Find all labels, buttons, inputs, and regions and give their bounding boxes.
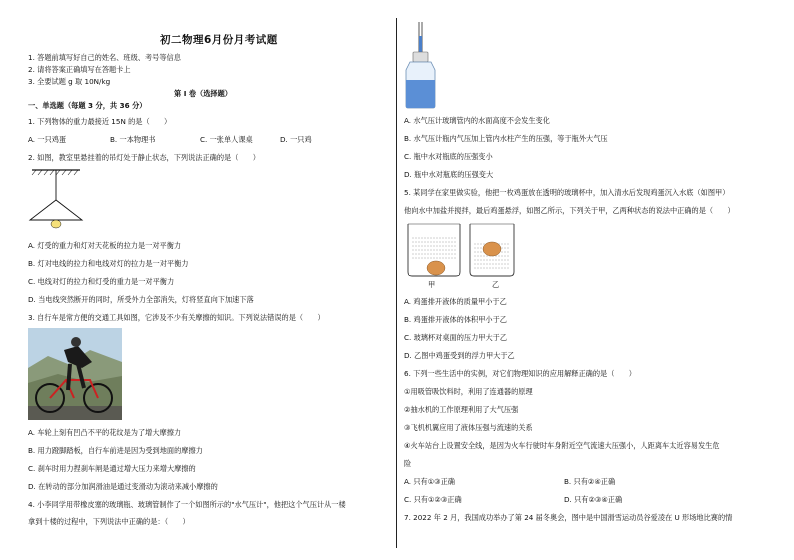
- q6-item-1: ①用吸管吸饮料时，利用了连通器的原理: [404, 387, 533, 396]
- q3-stem: 3. 自行车是常方便的交通工具如图，它涉及不少有关摩擦的知识。下列说法错误的是（ ）: [28, 313, 325, 322]
- q1-option-d: D. 一只鸡: [280, 135, 312, 144]
- part-title: 一、单选题（每题 3 分，共 36 分）: [28, 101, 147, 110]
- q2-option-d: D. 当电线突然断开的同时，所受外力全部消失，灯将竖直向下加速下落: [28, 295, 254, 304]
- q5-stem-line2: 他向水中加盐并搅拌，最后鸡蛋悬浮，如图乙所示，下列关于甲，乙两种状态的说法中正确的是（ ）: [404, 206, 735, 215]
- q5-option-c: C. 玻璃杯对桌面的压力甲大于乙: [404, 333, 508, 342]
- q4-option-c: C. 瓶中水对瓶底的压强变小: [404, 152, 493, 161]
- hanging-lamp-figure: [28, 168, 108, 230]
- column-divider: [396, 18, 397, 548]
- q5-option-d: D. 乙图中鸡蛋受到的浮力甲大于乙: [404, 351, 515, 360]
- q3-option-d: D. 在转动的部分加润滑油是通过变滑动为滚动来减小摩擦的: [28, 482, 218, 491]
- notice-1: 1. 答题前填写好自己的姓名、班级、考号等信息: [28, 53, 181, 62]
- q4-option-b: B. 水气压计瓶内气压加上管内水柱产生的压强，等于瓶外大气压: [404, 134, 608, 143]
- egg-beakers-figure: [406, 222, 516, 280]
- q7-stem: 7. 2022 年 2 月，我国成功举办了第 24 届冬奥会，图中是中国滑雪运动员谷爱凌在 U 形场地比赛的情: [404, 513, 733, 522]
- q6-option-b: B. 只有②④正确: [564, 477, 616, 486]
- q1-option-b: B. 一本物理书: [110, 135, 156, 144]
- q6-item-2: ②抽水机的工作原理利用了大气压强: [404, 405, 519, 414]
- q6-item-4: ④火车站台上设置安全线，是因为火车行驶时车身附近空气流速大压强小，人距离车太近容易发生危: [404, 441, 720, 450]
- q4-stem-line2: 拿到十楼的过程中，下列说法中正确的是：（ ）: [28, 517, 190, 526]
- q5-stem-line1: 5. 某同学在家里做实验，他把一枚鸡蛋放在透明的玻璃杯中，加入清水后发现鸡蛋沉入水底（如图甲）: [404, 188, 730, 197]
- page-title: 初二物理6月份月考试题: [160, 34, 278, 46]
- q3-option-c: C. 刹车时用力捏刹车闸是通过增大压力来增大摩擦的: [28, 464, 196, 473]
- q5-option-b: B. 鸡蛋排开液体的体积甲小于乙: [404, 315, 507, 324]
- q5-option-a: A. 鸡蛋排开液体的质量甲小于乙: [404, 297, 507, 306]
- q1-stem: 1. 下列物体的重力最接近 15N 的是（ ）: [28, 117, 172, 126]
- q4-option-d: D. 瓶中水对瓶底的压强变大: [404, 170, 494, 179]
- q4-option-a: A. 水气压计玻璃管内的水面高度不会发生变化: [404, 116, 550, 125]
- q2-option-a: A. 灯受的重力和灯对天花板的拉力是一对平衡力: [28, 241, 182, 250]
- q6-item-3: ③飞机机翼应用了液体压强与流速的关系: [404, 423, 533, 432]
- q6-option-c: C. 只有①②③正确: [404, 495, 462, 504]
- q1-option-c: C. 一张单人课桌: [200, 135, 253, 144]
- section-title: 第 I 卷（选择题）: [174, 89, 232, 98]
- q3-option-b: B. 用力蹬脚踏板，自行车前进是因为受到地面的摩擦力: [28, 446, 203, 455]
- q1-option-a: A. 一只鸡蛋: [28, 135, 67, 144]
- label-yi: 乙: [492, 280, 500, 289]
- q6-option-d: D. 只有②③④正确: [564, 495, 623, 504]
- q6-stem: 6. 下列一些生活中的实例，对它们物理知识的应用解释正确的是（ ）: [404, 369, 636, 378]
- q2-stem: 2. 如图，教室里悬挂着的吊灯处于静止状态，下列说法正确的是（ ）: [28, 153, 260, 162]
- water-barometer-figure: [404, 20, 438, 110]
- q2-option-b: B. 灯对电线的拉力和电线对灯的拉力是一对平衡力: [28, 259, 189, 268]
- q4-stem-line1: 4. 小李同学用带橡皮塞的玻璃瓶、玻璃管制作了一个如图所示的"水气压计"，他把这个气压计从一楼: [28, 500, 346, 509]
- label-jia: 甲: [428, 280, 436, 289]
- q6-item-4-cont: 险: [404, 459, 412, 468]
- notice-2: 2. 请将答案正确填写在答题卡上: [28, 65, 131, 74]
- q6-option-a: A. 只有①③正确: [404, 477, 455, 486]
- cyclist-photo: [28, 328, 122, 420]
- q2-option-c: C. 电线对灯的拉力和灯受的重力是一对平衡力: [28, 277, 175, 286]
- notice-3: 3. 全要试题 g 取 10N/kg: [28, 77, 111, 86]
- q3-option-a: A. 车轮上刻有凹凸不平的花纹是为了增大摩擦力: [28, 428, 182, 437]
